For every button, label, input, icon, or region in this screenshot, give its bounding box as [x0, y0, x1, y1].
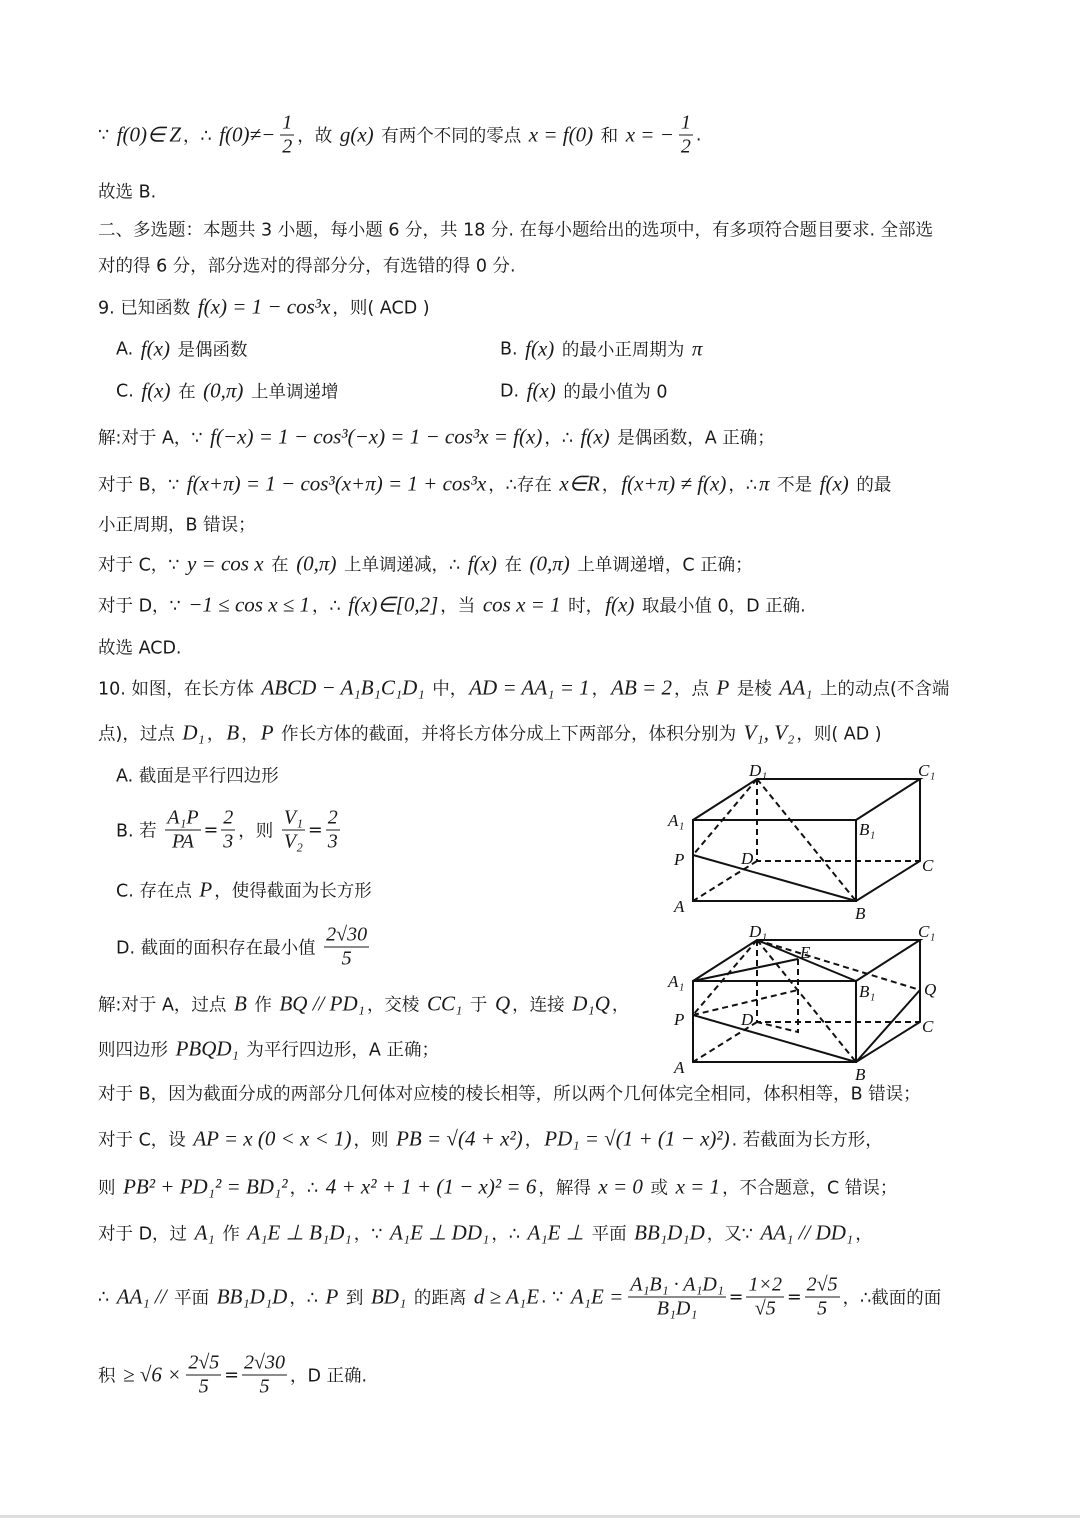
math-expression: BB₁D₁D — [634, 1220, 705, 1245]
math-expression: (0,π) — [203, 378, 244, 403]
fraction-denominator: PA — [171, 830, 194, 853]
label-bottom-A1: A₁ — [668, 972, 685, 991]
math-expression: A₁E = — [570, 1284, 624, 1309]
text-run: 对于 B，因为截面分成的两部分几何体对应棱的棱长相等，所以两个几何体完全相同，体积相等，B 错误； — [98, 1084, 921, 1105]
text-line — [98, 1127, 883, 1152]
label-bottom-D: D — [741, 1010, 754, 1029]
text-run: 的最小正周期为 — [556, 340, 690, 361]
math-expression: f(x) — [580, 424, 610, 449]
text-run: 对于 D，过 — [98, 1224, 193, 1245]
text-run: 10. 如图，在长方体 — [98, 679, 260, 700]
math-expression: AA₁ // DD₁ — [760, 1220, 854, 1245]
math-expression: B — [234, 991, 247, 1016]
math-expression: f(x+π) = 1 − cos³(x+π) = 1 + cos³x — [186, 471, 487, 496]
text-run: 作长方体的截面，并将长方体分成上下两部分，体积分别为 — [275, 724, 742, 745]
text-run: . ∵ — [541, 1287, 569, 1307]
math-expression: P — [260, 720, 274, 745]
fraction — [221, 807, 235, 854]
label-top-D: D — [741, 849, 754, 868]
fraction-numerator: 2 — [223, 806, 234, 829]
text-run: ，∴截面的面 — [842, 1288, 942, 1309]
text-run: ， — [241, 724, 259, 745]
text-line — [98, 253, 516, 278]
label-bottom-B1: B₁ — [859, 982, 876, 1001]
page-bottom-edge — [0, 1515, 1080, 1518]
fraction-numerator: 2√5 — [188, 1351, 220, 1374]
text-run: ，连接 — [512, 995, 571, 1016]
text-run: = — [308, 820, 323, 840]
text-run: 小正周期，B 错误； — [98, 515, 256, 536]
text-run: 对于 B，∵ — [98, 475, 185, 496]
text-run: ， — [206, 724, 225, 745]
math-expression: PD₁ = √(1 + (1 − x)²) — [544, 1126, 730, 1151]
label-bottom-A: A — [674, 1058, 685, 1077]
text-run: = — [203, 820, 219, 840]
fraction-denominator: 2 — [282, 135, 293, 158]
math-expression: f(x+π) ≠ f(x) — [621, 471, 727, 496]
label-bottom-B: B — [855, 1065, 866, 1084]
text-run: 对于 C，∵ — [98, 555, 185, 576]
text-run: 到 — [340, 1288, 369, 1309]
text-run: 和 — [595, 126, 624, 147]
fraction — [324, 924, 369, 971]
fraction — [242, 1352, 287, 1399]
text-run: 上单调递增，C 正确； — [571, 555, 753, 576]
text-run: ，∵ — [353, 1224, 388, 1245]
text-run: C. — [116, 381, 140, 401]
text-run: 在 — [498, 555, 528, 576]
text-run: ，当 — [440, 596, 481, 617]
fraction-numerator: 1 — [282, 111, 293, 134]
math-expression: −1 ≤ cos x ≤ 1 — [188, 592, 311, 617]
label-bottom-D1: D₁ — [749, 922, 768, 941]
math-expression: A₁E ⊥ DD₁ — [389, 1220, 490, 1245]
fraction-denominator: 5 — [259, 1375, 270, 1398]
fraction — [280, 112, 294, 159]
math-expression: g(x) — [339, 122, 374, 147]
label-bottom-P: P — [674, 1010, 685, 1029]
label-bottom-C1: C₁ — [918, 922, 936, 941]
math-expression: Q — [494, 991, 511, 1016]
cuboid-top-diagram — [693, 779, 920, 901]
text-line — [116, 379, 338, 404]
math-expression: f(x) — [467, 551, 497, 576]
text-run: ，使得截面为长方形 — [214, 881, 372, 902]
text-run: 不是 — [771, 475, 818, 496]
text-run: 解:对于 A，∵ — [98, 428, 209, 449]
text-line — [98, 295, 430, 320]
text-run: 上的动点(不含端 — [814, 679, 950, 700]
math-expression: f(−x) = 1 − cos³(−x) = 1 − cos³x = f(x) — [210, 424, 543, 449]
text-run: 对的得 6 分，部分选对的得部分分，有选错的得 0 分. — [98, 256, 516, 277]
math-expression: D₁ — [182, 720, 205, 745]
text-line — [98, 425, 775, 450]
text-run: ，则( ACD ) — [332, 298, 430, 319]
text-line — [98, 1221, 873, 1246]
math-expression: BB₁D₁D — [216, 1284, 288, 1309]
fraction-numerator: 2 — [327, 806, 338, 829]
text-line — [116, 763, 279, 788]
text-line — [98, 1037, 439, 1062]
text-line — [98, 472, 891, 497]
text-run: 对于 D，∵ — [98, 596, 187, 617]
math-expression: f(0)≠− — [219, 122, 276, 147]
math-expression: A₁E ⊥ B₁D₁ — [247, 1220, 352, 1245]
math-expression: f(x) — [605, 592, 635, 617]
text-run: ， — [524, 1130, 543, 1151]
text-run: ， — [611, 995, 630, 1016]
text-line — [98, 721, 882, 746]
text-run: ，则 — [353, 1130, 395, 1151]
text-run: ，则( AD ) — [796, 724, 882, 745]
math-expression: f(x) — [141, 378, 171, 403]
text-run: ，解得 — [538, 1178, 597, 1199]
math-expression: x = 1 — [675, 1174, 721, 1199]
text-run: 的最小值为 0 — [557, 382, 668, 403]
text-run: D. 截面的面积存在最小值 — [116, 938, 322, 959]
text-line — [116, 337, 248, 362]
math-expression: AP = x (0 < x < 1) — [193, 1126, 352, 1151]
text-run: A. — [116, 339, 139, 359]
fraction-denominator: 5 — [198, 1375, 209, 1398]
fraction-numerator: A₁B₁ · A₁D₁ — [630, 1273, 724, 1296]
fraction — [186, 1352, 221, 1399]
text-run: ，又∵ — [706, 1224, 759, 1245]
label-bottom-Q: Q — [924, 980, 937, 999]
fraction-denominator: B₁D₁ — [656, 1297, 698, 1320]
fraction-denominator: 5 — [341, 947, 352, 970]
cuboid-figure — [660, 755, 960, 1085]
text-run: 或 — [644, 1178, 674, 1199]
label-top-B: B — [855, 904, 866, 923]
label-bottom-E: E — [800, 943, 811, 962]
math-expression: A₁E ⊥ — [527, 1220, 585, 1245]
text-run: B. — [500, 339, 524, 359]
math-expression: y = cos x — [186, 551, 264, 576]
math-expression: P — [325, 1284, 339, 1309]
math-expression: A₁ — [194, 1220, 215, 1245]
math-expression: P — [199, 877, 213, 902]
fraction-denominator: V₂ — [283, 830, 304, 853]
text-line — [116, 878, 372, 903]
text-run: 为平行四边形，A 正确； — [240, 1040, 439, 1061]
text-line — [98, 112, 701, 159]
text-run: A. 截面是平行四边形 — [116, 766, 279, 787]
fraction-numerator: V₁ — [283, 806, 304, 829]
text-run: ，∴ — [491, 1224, 526, 1245]
text-run: ∵ — [98, 125, 115, 145]
text-line — [98, 992, 629, 1017]
math-expression: V₁, V₂ — [743, 720, 795, 745]
text-run: = — [786, 1287, 802, 1307]
text-run: 故选 ACD. — [98, 638, 182, 659]
math-expression: f(x) — [140, 336, 170, 361]
text-run: . — [695, 125, 702, 145]
fraction-denominator: √5 — [754, 1297, 776, 1320]
math-expression: cos x = 1 — [482, 592, 561, 617]
text-line — [116, 924, 372, 971]
math-expression: x = − — [625, 122, 674, 147]
math-expression: AA₁ — [779, 675, 813, 700]
text-run: 是偶函数 — [171, 340, 248, 361]
text-run: D. — [500, 381, 525, 401]
label-top-P: P — [674, 850, 685, 869]
fraction-numerator: 2√5 — [806, 1273, 838, 1296]
text-line — [98, 676, 949, 701]
math-expression: AD = AA₁ = 1 — [469, 675, 590, 700]
label-top-C1: C₁ — [918, 761, 936, 780]
math-expression: PB = √(4 + x²) — [396, 1126, 523, 1151]
text-run: 时， — [562, 596, 604, 617]
text-run: 是偶函数，A 正确； — [611, 428, 775, 449]
label-top-B1: B₁ — [859, 820, 876, 839]
fraction-numerator: 1×2 — [748, 1273, 782, 1296]
text-run: 则四边形 — [98, 1040, 174, 1061]
math-expression: π — [691, 336, 703, 361]
text-run: 点)，过点 — [98, 724, 181, 745]
math-expression: d ≥ A₁E — [473, 1284, 540, 1309]
fraction-numerator: 2√30 — [326, 923, 368, 946]
fraction-numerator: 2√30 — [243, 1351, 285, 1374]
fraction-denominator: 2 — [680, 135, 691, 158]
fraction-denominator: 3 — [223, 830, 234, 853]
fraction-numerator: A₁P — [167, 806, 199, 829]
text-run: ，∴ — [544, 428, 579, 449]
math-expression: PB² + PD₁² = BD₁² — [123, 1174, 288, 1199]
text-run: 的最 — [850, 475, 892, 496]
math-expression: AA₁ // — [116, 1284, 167, 1309]
text-run: ∴ — [98, 1287, 115, 1307]
math-expression: P — [716, 675, 730, 700]
text-run: 作 — [216, 1224, 246, 1245]
math-expression: ≥ √6 × — [123, 1362, 182, 1387]
text-run: 的距离 — [408, 1288, 472, 1309]
fraction-denominator: 5 — [817, 1297, 828, 1320]
math-expression: 4 + x² + 1 + (1 − x)² = 6 — [325, 1174, 537, 1199]
math-expression: ABCD − A₁B₁C₁D₁ — [261, 675, 425, 700]
math-expression: BD₁ — [370, 1284, 407, 1309]
text-run: 则 — [98, 1178, 122, 1199]
math-expression: f(x) — [525, 336, 555, 361]
text-run: 上单调递减，∴ — [338, 555, 466, 576]
fraction — [628, 1274, 726, 1321]
text-run: = — [728, 1287, 744, 1307]
text-run: ，不合题意，C 错误； — [722, 1178, 898, 1199]
math-expression: (0,π) — [529, 551, 570, 576]
text-run: . 若截面为长方形， — [731, 1130, 883, 1151]
text-run: ，∴ — [312, 596, 347, 617]
fraction — [805, 1274, 840, 1321]
math-expression: π — [758, 471, 770, 496]
text-run: 作 — [248, 995, 278, 1016]
math-expression: x = f(0) — [528, 122, 594, 147]
text-line — [116, 807, 343, 854]
text-line — [98, 1352, 367, 1399]
text-run: 于 — [464, 995, 493, 1016]
text-run: 对于 C，设 — [98, 1130, 192, 1151]
fraction-denominator: 3 — [327, 830, 338, 853]
text-run: 解:对于 A，过点 — [98, 995, 232, 1016]
fraction — [326, 807, 340, 854]
text-run: 在 — [265, 555, 295, 576]
text-run: 有两个不同的零点 — [375, 126, 527, 147]
text-run: 9. 已知函数 — [98, 298, 196, 319]
option-column-2 — [500, 379, 668, 404]
text-run: 在 — [172, 382, 202, 403]
math-expression: f(x) — [819, 471, 849, 496]
text-line — [98, 593, 806, 618]
fraction — [746, 1274, 784, 1321]
text-line — [98, 1175, 897, 1200]
math-expression: f(x)∈[0,2] — [348, 592, 439, 617]
text-run: ，∴存在 — [488, 475, 558, 496]
text-run: C. 存在点 — [116, 881, 198, 902]
text-line — [98, 635, 181, 660]
fraction — [282, 807, 305, 854]
text-run: ， — [591, 679, 610, 700]
text-run: 上单调递增 — [245, 382, 339, 403]
math-expression: BQ // PD₁ — [279, 991, 365, 1016]
text-run: ，D 正确. — [289, 1366, 368, 1387]
text-run: 平面 — [168, 1288, 215, 1309]
label-top-C: C — [922, 856, 934, 875]
text-run: ，点 — [673, 679, 715, 700]
math-expression: CC₁ — [427, 991, 463, 1016]
text-run: ，故 — [297, 126, 338, 147]
text-run: ，交棱 — [366, 995, 426, 1016]
text-line — [98, 179, 156, 204]
math-expression: x = 0 — [598, 1174, 643, 1199]
fraction-numerator: 1 — [680, 111, 691, 134]
text-run: ，∴ — [728, 475, 757, 496]
math-expression: (0,π) — [296, 551, 337, 576]
math-expression: PBQD₁ — [175, 1036, 239, 1061]
text-run: ， — [601, 475, 620, 496]
math-expression: AB = 2 — [611, 675, 672, 700]
label-top-A: A — [674, 897, 685, 916]
math-expression: x∈R — [559, 471, 600, 496]
math-expression: D₁Q — [572, 991, 610, 1016]
text-run: 取最小值 0，D 正确. — [636, 596, 806, 617]
text-run: ，∴ — [183, 126, 218, 147]
text-run: = — [224, 1365, 239, 1385]
fraction — [679, 112, 693, 159]
text-run: ，则 — [238, 821, 279, 842]
fraction — [165, 807, 200, 854]
text-run: ， — [855, 1224, 873, 1245]
math-expression: f(x) — [526, 378, 556, 403]
text-line — [98, 1274, 941, 1321]
label-top-A1: A₁ — [668, 811, 685, 830]
text-run: 二、多选题：本题共 3 小题，每小题 6 分，共 18 分. 在每小题给出的选项中，有多项符合题目要求. 全部选 — [98, 220, 934, 241]
text-line — [98, 512, 256, 537]
math-expression: B — [226, 720, 240, 745]
math-expression: f(0)∈ — [116, 122, 166, 147]
text-line — [98, 552, 753, 577]
text-run: B. 若 — [116, 821, 163, 842]
label-bottom-C: C — [922, 1017, 934, 1036]
text-run: 积 — [98, 1366, 122, 1387]
text-run: ，∴ — [289, 1178, 324, 1199]
text-run: 中， — [426, 679, 468, 700]
text-run: 故选 B. — [98, 182, 157, 203]
label-top-D1: D₁ — [749, 761, 768, 780]
math-expression: Z — [169, 122, 182, 147]
text-run: ，∴ — [289, 1288, 324, 1309]
text-run: 是棱 — [731, 679, 778, 700]
math-expression: f(x) = 1 − cos³x — [197, 294, 331, 319]
text-run: 平面 — [586, 1224, 633, 1245]
option-column-2 — [500, 337, 704, 362]
text-line — [98, 217, 933, 242]
